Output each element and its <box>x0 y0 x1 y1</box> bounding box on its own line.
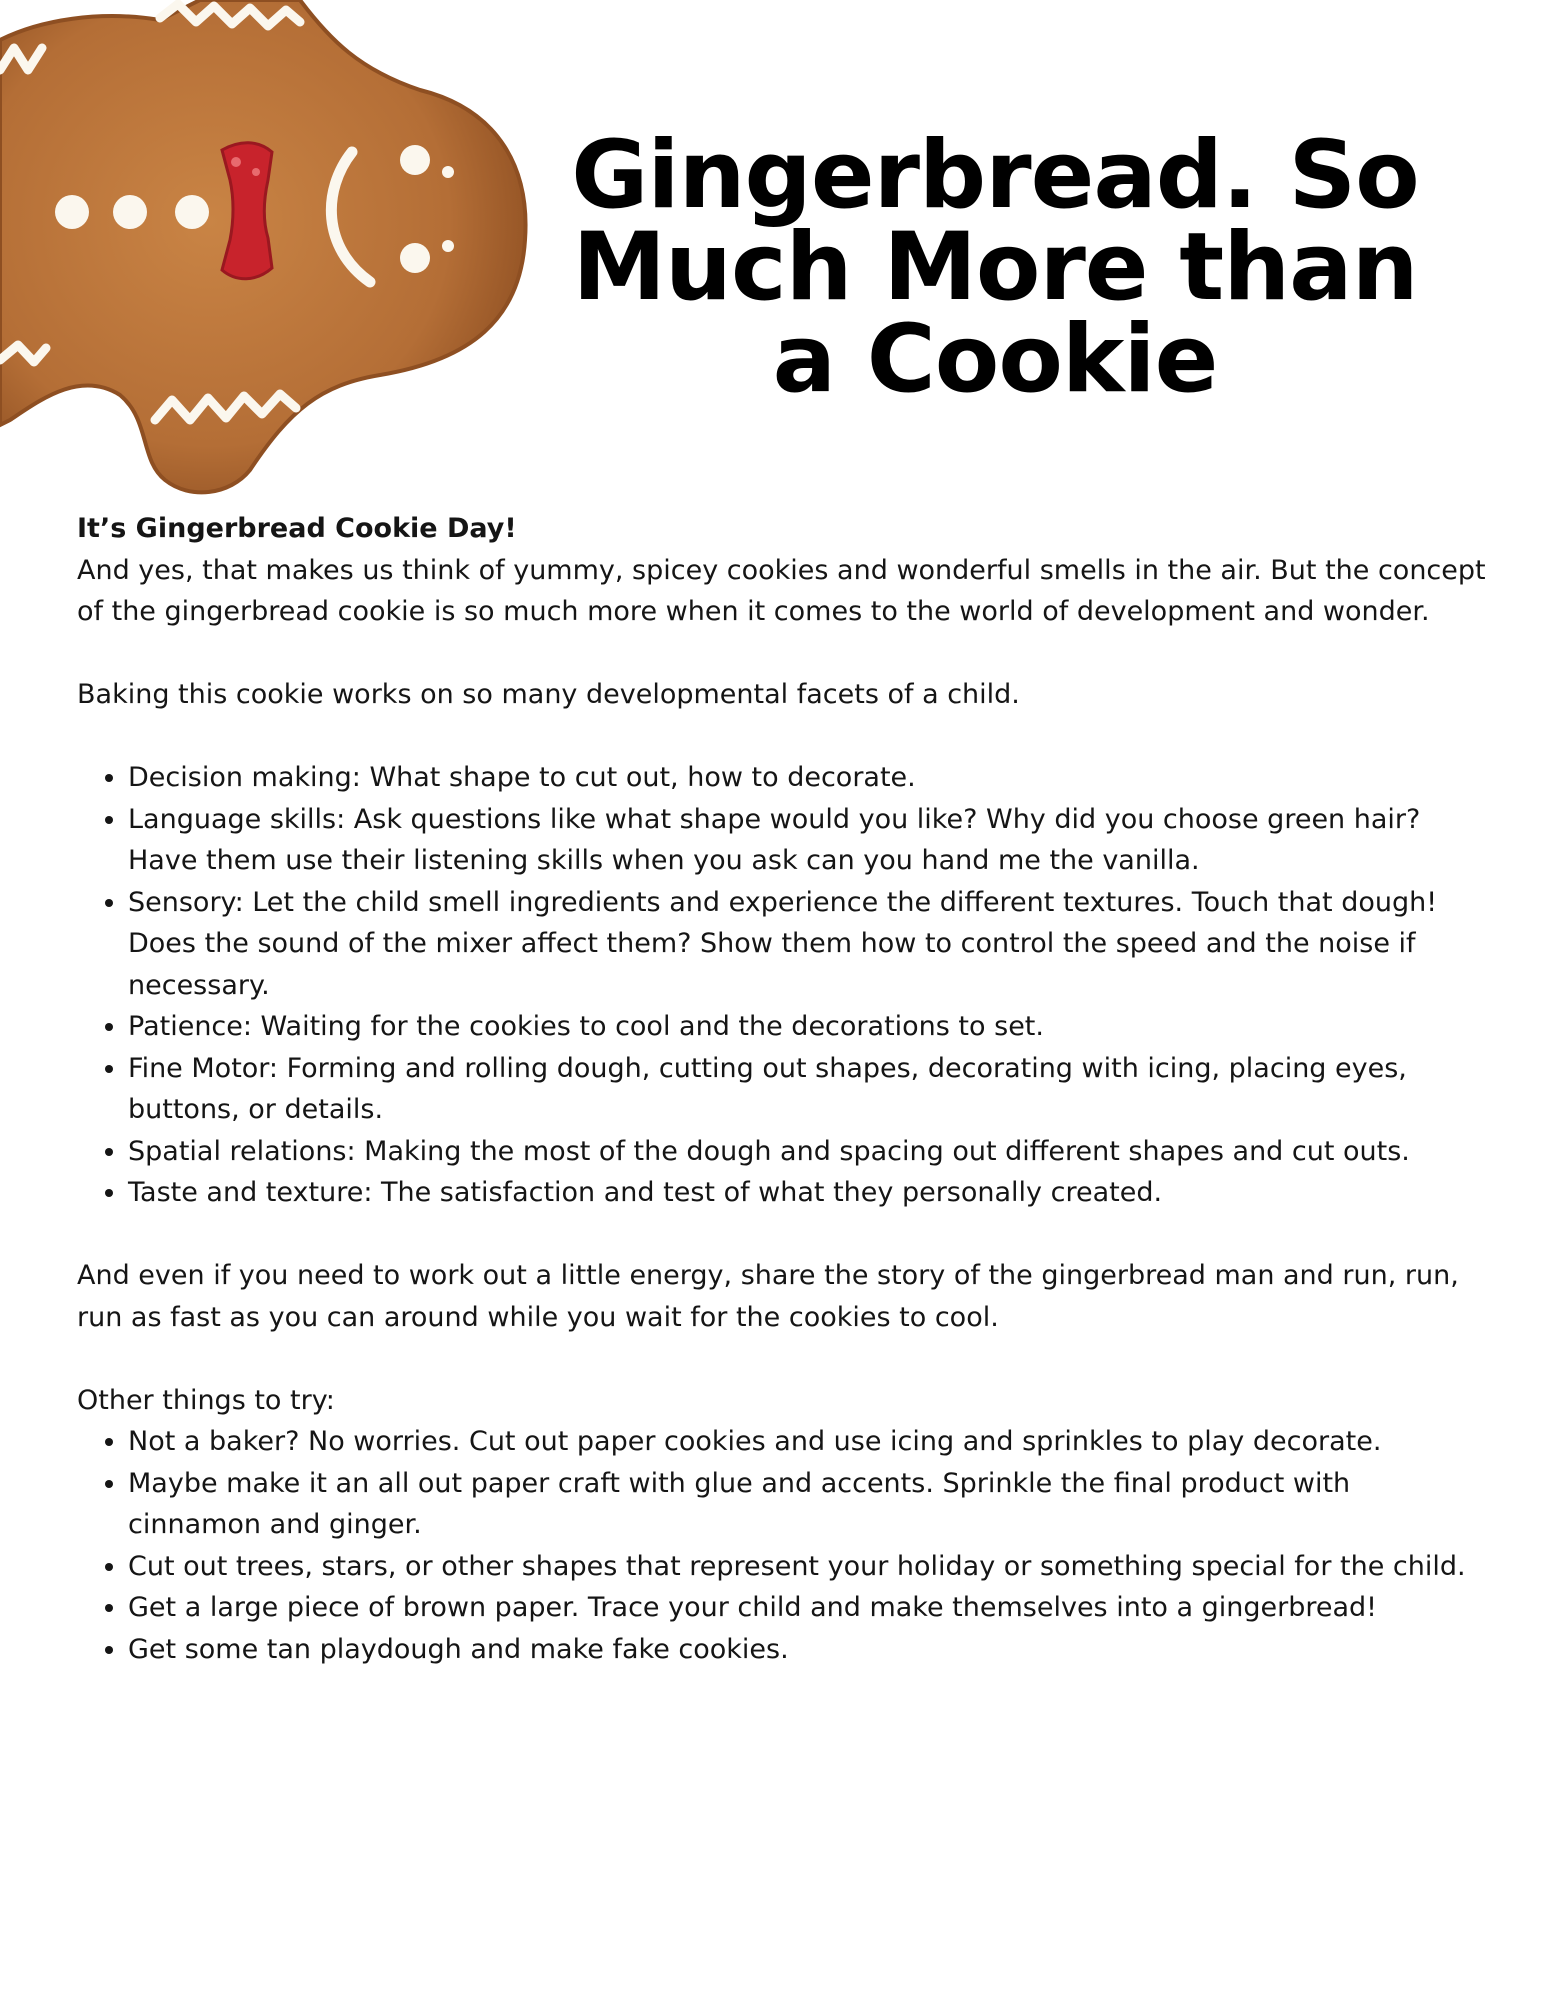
page-title: Gingerbread. So Much More than a Cookie <box>571 121 1419 414</box>
list-item: • Sensory: Let the child smell ingredients and experience the different textures. Touch that dough! Does the sound of the mixer affect them? Show them how to control the speed and the noise if necessary. <box>128 882 1487 1007</box>
energy-paragraph: And even if you need to work out a little energy, share the story of the gingerbread man and run, run, run as fast as you can around while you wait for the cookies to cool. <box>77 1260 1459 1333</box>
article-body <box>77 508 1487 1670</box>
list-item: • Decision making: What shape to cut out, how to decorate. <box>128 757 1487 799</box>
list-item: • Taste and texture: The satisfaction and test of what they personally created. <box>128 1172 1487 1214</box>
list-item: • Cut out trees, stars, or other shapes that represent your holiday or something special for the child. <box>128 1546 1487 1588</box>
other-heading: Other things to try: <box>77 1384 335 1416</box>
development-list <box>77 757 1487 1214</box>
spacer <box>77 716 1487 758</box>
intro-paragraph: And yes, that makes us think of yummy, spicey cookies and wonderful smells in the air. But the concept of the gingerbread cookie is so much more when it comes to the world of development and wonder. <box>77 554 1486 627</box>
spacer <box>77 1214 1487 1256</box>
spacer <box>77 1338 1487 1380</box>
list-item: • Language skills: Ask questions like what shape would you like? Why did you choose green hair? Have them use their listening skills when you ask can you hand me the vanilla. <box>128 799 1487 882</box>
list-item: • Patience: Waiting for the cookies to cool and the decorations to set. <box>128 1006 1487 1048</box>
spacer <box>77 633 1487 675</box>
list-item: • Maybe make it an all out paper craft with glue and accents. Sprinkle the final product with cinnamon and ginger. <box>128 1463 1487 1546</box>
list-item: • Get a large piece of brown paper. Trace your child and make themselves into a gingerbread! <box>128 1587 1487 1629</box>
list-item: • Spatial relations: Making the most of the dough and spacing out different shapes and cut outs. <box>128 1131 1487 1173</box>
development-intro: Baking this cookie works on so many developmental facets of a child. <box>77 679 1020 710</box>
other-things-list <box>77 1421 1487 1670</box>
list-item: • Not a baker? No worries. Cut out paper cookies and use icing and sprinkles to play decorate. <box>128 1421 1487 1463</box>
list-item: • Get some tan playdough and make fake cookies. <box>128 1629 1487 1671</box>
intro-heading: It’s Gingerbread Cookie Day! <box>77 513 517 544</box>
list-item: • Fine Motor: Forming and rolling dough, cutting out shapes, decorating with icing, placing eyes, buttons, or details. <box>128 1048 1487 1131</box>
gingerbread-cookie-icon <box>0 0 540 500</box>
